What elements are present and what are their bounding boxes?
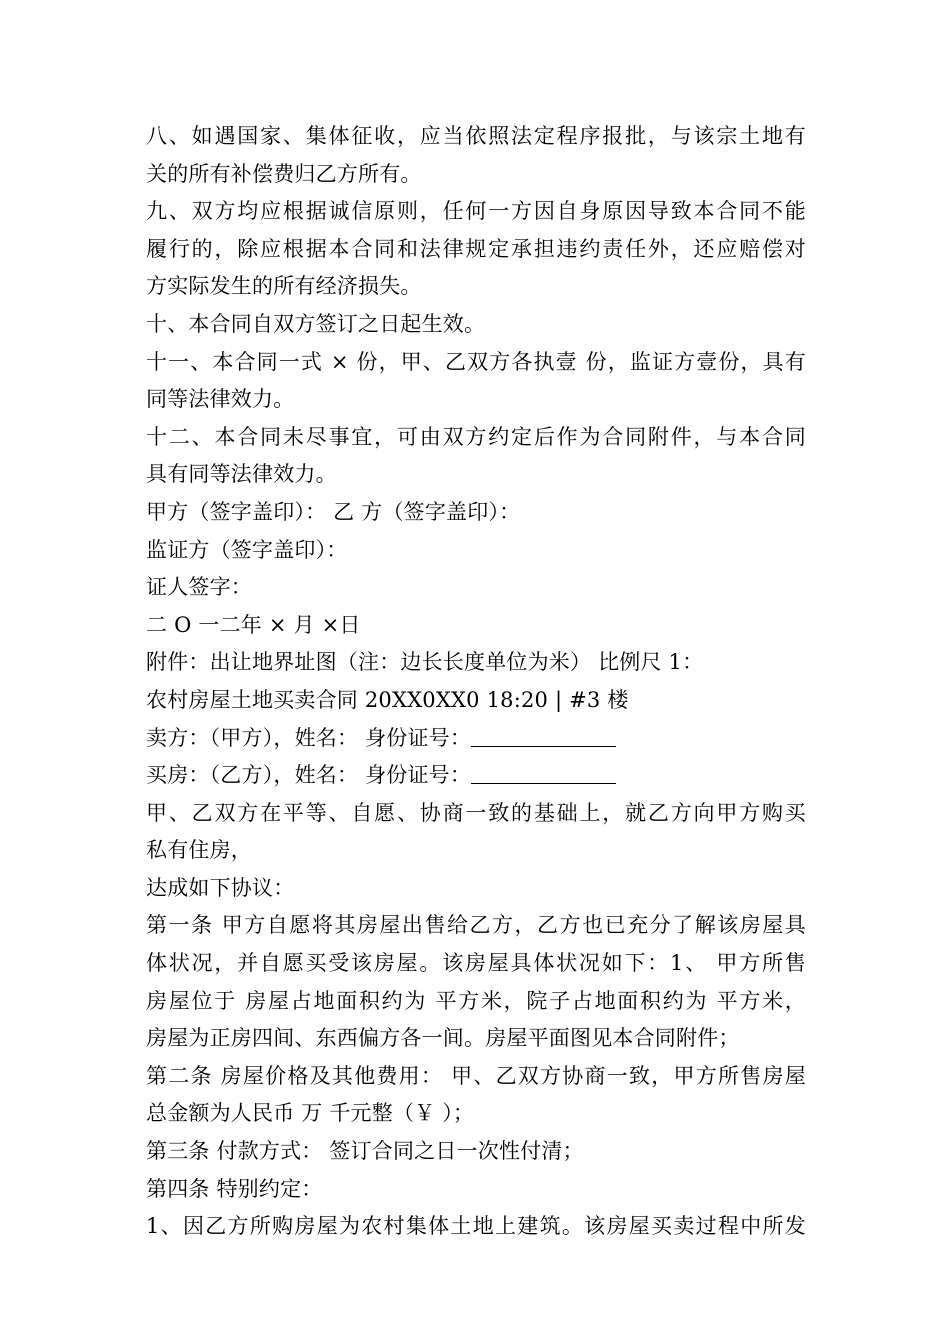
seller-line: [146, 720, 816, 758]
signature-line-witness: 证人签字：: [146, 575, 252, 600]
signature-line-supervisor: 监证方（签字盖印）：: [146, 537, 348, 562]
paragraph-line: 达成如下协议：: [146, 875, 295, 900]
buyer-label: 买房：（乙方），姓名： 身份证号：: [146, 763, 472, 788]
paragraph-line: 十二、本合同未尽事宜，可由双方约定后作为合同附件，与本合同: [146, 424, 806, 449]
paragraph-line: 第四条 特别约定：: [146, 1176, 323, 1201]
paragraph-line: 十一、本合同一式 × 份，甲、乙双方各执壹 份，监证方壹份，具有: [146, 349, 806, 374]
signature-line-party-a-b: 甲方（签字盖印）： 乙 方（签字盖印）：: [146, 499, 521, 524]
paragraph-line: 第一条 甲方自愿将其房屋出售给乙方，乙方也已充分了解该房屋具: [146, 913, 806, 938]
paragraph-line: 九、双方均应根据诚信原则，任何一方因自身原因导致本合同不能: [146, 199, 806, 224]
paragraph-line: 八、如遇国家、集体征收，应当依照法定程序报批，与该宗土地有: [146, 124, 806, 148]
paragraph-line: 房屋为正房四间、东西偏方各一间。房屋平面图见本合同附件；: [146, 1026, 740, 1051]
paragraph-line: 十、本合同自双方签订之日起生效。: [146, 311, 486, 336]
buyer-line: [146, 757, 816, 795]
document-body: [146, 118, 816, 1246]
paragraph-line: 履行的，除应根据本合同和法律规定承担违约责任外，还应赔偿对: [146, 236, 806, 261]
paragraph-line: 总金额为人民币 万 千元整（￥ ）；: [146, 1101, 475, 1126]
seller-label: 卖方：（甲方），姓名： 身份证号：: [146, 725, 472, 750]
date-line: 二 O 一二年 × 月 ×日: [146, 612, 361, 637]
paragraph-line: 关的所有补偿费归乙方所有。: [146, 161, 422, 186]
paragraph-line: 私有住房，: [146, 838, 252, 863]
paragraph-line: 体状况，并自愿买受该房屋。该房屋具体状况如下：1、 甲方所售: [146, 951, 806, 976]
contract-title-line: 农村房屋土地买卖合同 20XX0XX0 18:20 | #3 楼: [146, 687, 629, 712]
seller-id-blank: [471, 724, 616, 747]
attachment-line: 附件：出让地界址图（注：边长长度单位为米） 比例尺 1：: [146, 650, 704, 675]
paragraph-line: 甲、乙双方在平等、自愿、协商一致的基础上，就乙方向甲方购买: [146, 800, 806, 825]
paragraph-line: 1、因乙方所购房屋为农村集体土地上建筑。该房屋买卖过程中所发: [146, 1214, 806, 1239]
paragraph-line: 第二条 房屋价格及其他费用： 甲、乙双方协商一致，甲方所售房屋: [146, 1063, 806, 1088]
paragraph-line: 第三条 付款方式： 签订合同之日一次性付清；: [146, 1139, 584, 1164]
paragraph-line: 房屋位于 房屋占地面积约为 平方米，院子占地面积约为 平方米，: [146, 988, 806, 1013]
paragraph-line: 同等法律效力。: [146, 387, 295, 412]
paragraph-line: 方实际发生的所有经济损失。: [146, 274, 422, 299]
buyer-id-blank: [471, 761, 616, 784]
paragraph-line: 具有同等法律效力。: [146, 462, 337, 487]
